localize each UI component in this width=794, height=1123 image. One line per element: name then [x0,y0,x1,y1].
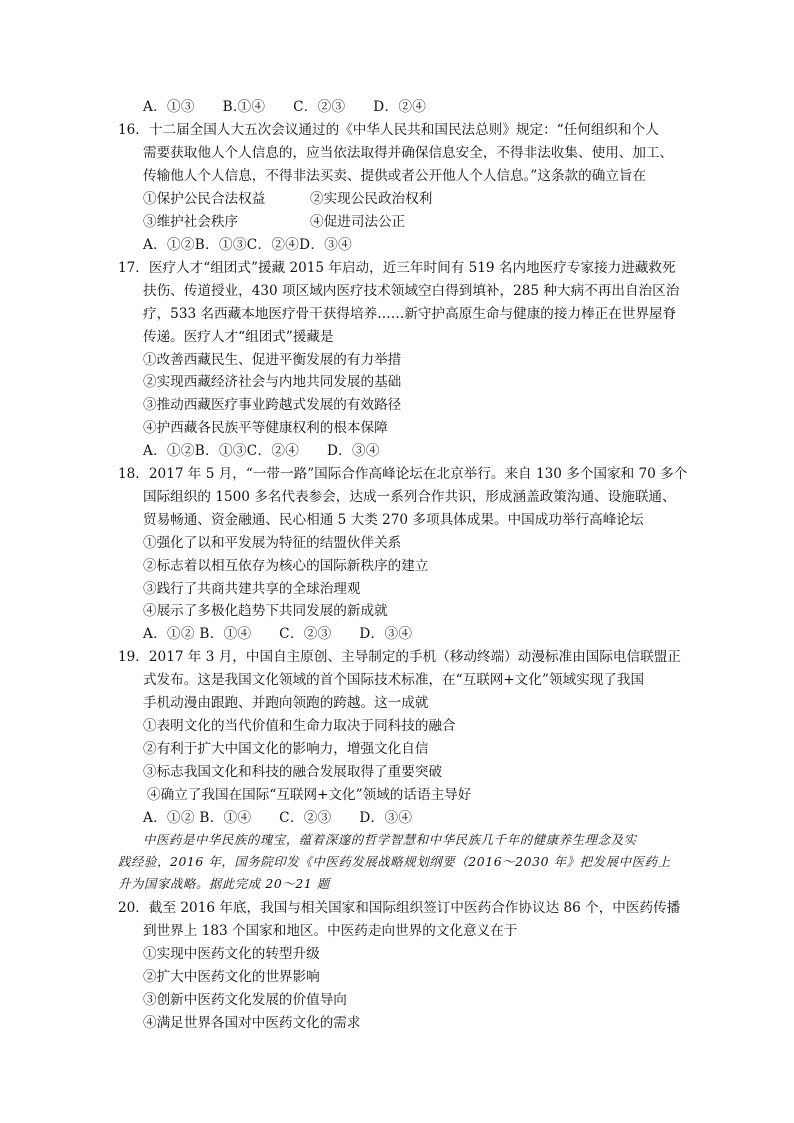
question-18-option: ③践行了共商共建共享的全球治理观 [143,581,361,597]
question-19-option: ③标志我国文化和科技的融合发展取得了重要突破 [143,764,443,780]
question-20-line: 到世界上 183 个国家和地区。中医药走向世界的文化意义在于 [143,923,518,939]
question-16-option: ①保护公民合法权益 [143,191,266,207]
question-16-option: ③维护社会秩序 [143,214,239,230]
question-18-option: ①强化了以和平发展为特征的结盟伙伴关系 [143,535,402,551]
question-19-line: 手机动漫由跟跑、并跑向领跑的跨越。这一成就 [143,695,429,711]
question-16-option: ④促进司法公正 [310,214,406,230]
question-17-option: ②实现西藏经济社会与内地共同发展的基础 [143,374,402,390]
question-17-option: ④护西藏各民族平等健康权利的根本保障 [143,420,388,436]
question-19-line: 19．2017 年 3 月，中国自主原创、主导制定的手机（移动终端）动漫标准由国际电信联盟正 [118,649,681,665]
question-16-answers: A．①②B．①③C．②④D．③④ [143,237,353,253]
question-16-line: 16．十二届全国人大五次会议通过的《中华人民共和国民法总则》规定：“任何组织和个人 [118,122,659,138]
question-19-option: ④确立了我国在国际“互联网+文化”领域的话语主导好 [147,787,472,803]
question-17-line: 疗，533 名西藏本地医疗骨干获得培养……新守护高原生命与健康的接力棒正在世界屋脊 [143,306,677,322]
question-17-option: ①改善西藏民生、促进平衡发展的有力举措 [143,352,402,368]
question-17-line: 扶伤、传道授业，430 项区域内医疗技术领域空白得到填补，285 种大病不再出自治区治 [143,283,680,299]
question-18-option: ④展示了多极化趋势下共同发展的新成就 [143,603,388,619]
question-19-line: 式发布。这是我国文化领域的首个国际技术标准，在“互联网+文化”领域实现了我国 [143,672,645,688]
question-19-option: ①表明文化的当代价值和生命力取决于同科技的融合 [143,718,456,734]
question-18-answers: A．①② B．①④ C．②③ D．③④ [143,626,413,642]
question-18-line: 国际组织的 1500 多名代表参会，达成一系列合作共识，形成涵盖政策沟通、设施联通、 [143,489,676,505]
question-20-option: ②扩大中医药文化的世界影响 [143,969,320,985]
question-18-option: ②标志着以相互依存为核心的国际新秩序的建立 [143,558,429,574]
question-19-answers: A．①② B．①④ C．②③ D．③④ [143,810,413,826]
question-17-line: 17．医疗人才“组团式”援藏 2015 年启动，近三年时间有 519 名内地医疗专家接力进藏救死 [118,260,676,276]
question-16-line: 需要获取他人个人信息的，应当依法取得并确保信息安全，不得非法收集、使用、加工、 [143,145,674,161]
question-18-line: 贸易畅通、资金融通、民心相通 5 大类 270 多项具体成果。中国成功举行高峰论坛 [143,512,644,528]
question-20-option: ①实现中医药文化的转型升级 [143,946,320,962]
question-17-option: ③推动西藏医疗事业跨越式发展的有效路径 [143,397,402,413]
question-20-option: ④满足世界各国对中医药文化的需求 [143,1015,361,1031]
material-line: 中医药是中华民族的瑰宝，蕴着深邃的哲学智慧和中华民族几千年的健康养生理念及实 [143,832,637,847]
question-17-answers: A．①②B．①③C．②④ D．③④ [143,443,380,459]
question-16-option: ②实现公民政治权利 [310,191,433,207]
question-19-option: ②有利于扩大中国文化的影响力，增强文化自信 [143,741,429,757]
question-20-option: ③创新中医药文化发展的价值导向 [143,992,347,1008]
q15-answer-options: A．①③ B.①④ C．②③ D．②④ [143,99,427,115]
question-18-line: 18．2017 年 5 月，“一带一路”国际合作高峰论坛在北京举行。来自 130 多个国家和 70 多个 [118,466,688,482]
question-17-line: 传递。医疗人才“组团式”援藏是 [143,329,334,345]
question-20-line: 20．截至 2016 年底，我国与相关国家和国际组织签订中医药合作协议达 86 个，中医药传播 [118,900,681,916]
material-line: 升为国家战略。据此完成 20～21 题 [118,876,330,891]
material-line: 践经验，2016 年，国务院印发《中医药发展战略规划纲要（2016～2030 年》把发展中医药上 [118,854,671,869]
question-16-line: 传输他人个人信息，不得非法买卖、提供或者公开他人个人信息。”这条款的确立旨在 [143,168,647,184]
